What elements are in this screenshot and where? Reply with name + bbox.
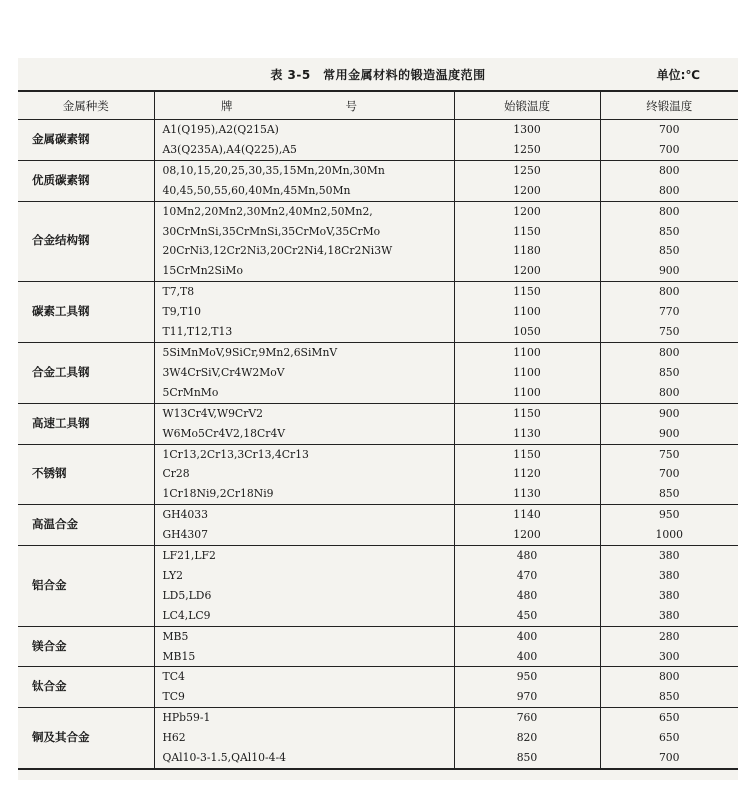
table-unit: 单位:℃ [656,68,700,82]
grade-cell: GH4307 [162,528,209,542]
grade-cell: LC4,LC9 [162,608,211,622]
table-title: 表 3-5 常用金属材料的锻造温度范围 [270,68,486,82]
grade-cell: 1Cr13,2Cr13,3Cr13,4Cr13 [154,444,454,464]
start-temp-cell: 400 [454,647,600,667]
end-temp-cell: 850 [600,484,738,504]
grade-cell: T11,T12,T13 [162,325,233,339]
start-temp-cell: 1100 [454,342,600,362]
end-temp-cell: 650 [600,728,738,748]
metal-category: 金属碳素钢 [18,120,154,161]
start-temp-cell: 1050 [454,322,600,342]
end-temp-cell: 280 [600,626,738,646]
end-temp-cell: 850 [600,687,738,707]
start-temp-cell: 1100 [454,383,600,403]
header-category: 金属种类 [18,91,154,120]
grade-cell: QAl10-3-1.5,QAl10-4-4 [154,748,454,769]
start-temp-cell: 1150 [454,444,600,464]
start-temp-cell: 1250 [454,160,600,180]
start-temp-cell: 1250 [454,140,600,160]
table-row [18,201,738,221]
table-caption [18,64,738,86]
grade-cell: A1(Q195),A2(Q215A) [154,120,454,140]
start-temp-cell: 1180 [454,241,600,261]
table-row [18,444,738,464]
header-grade: 牌 号 [154,91,454,120]
table-row [18,546,738,566]
start-temp-cell: 1120 [454,464,600,484]
end-temp-cell: 800 [600,201,738,221]
grade-cell: HPb59-1 [154,708,454,728]
grade-cell: MB5 [154,626,454,646]
end-temp-cell: 700 [600,748,738,769]
grade-cell: LD5,LD6 [162,588,212,602]
grade-cell: LF21,LF2 [154,546,454,566]
end-temp-cell: 900 [600,424,738,444]
metal-category: 高温合金 [18,505,154,546]
metal-category: 优质碳素钢 [18,160,154,201]
grade-cell: 40,45,50,55,60,40Mn,45Mn,50Mn [162,183,351,197]
start-temp-cell: 480 [454,586,600,606]
end-temp-cell: 700 [600,464,738,484]
grade-cell: 15CrMn2SiMo [162,264,243,278]
grade-cell: Cr28 [162,467,190,481]
grade-cell: GH4033 [154,505,454,525]
end-temp-cell: 380 [600,566,738,586]
start-temp-cell: 1200 [454,201,600,221]
grade-cell: H62 [162,731,186,745]
start-temp-cell: 1100 [454,363,600,383]
start-temp-cell: 820 [454,728,600,748]
metal-category: 合金结构钢 [18,201,154,282]
grade-cell: 5CrMnMo [162,385,219,399]
start-temp-cell: 850 [454,748,600,769]
end-temp-cell: 750 [600,444,738,464]
grade-cell: W6Mo5Cr4V2,18Cr4V [162,426,286,440]
metal-category: 铜及其合金 [18,708,154,769]
grade-cell: TC4 [154,667,454,687]
table-row [18,626,738,646]
start-temp-cell: 970 [454,687,600,707]
grade-cell: LY2 [162,568,183,582]
table-row [18,160,738,180]
end-temp-cell: 380 [600,586,738,606]
start-temp-cell: 480 [454,546,600,566]
start-temp-cell: 400 [454,626,600,646]
end-temp-cell: 650 [600,708,738,728]
table-row [18,708,738,728]
end-temp-cell: 700 [600,140,738,160]
end-temp-cell: 850 [600,241,738,261]
start-temp-cell: 1150 [454,403,600,423]
end-temp-cell: 800 [600,383,738,403]
metal-category: 镁合金 [18,626,154,667]
start-temp-cell: 1140 [454,505,600,525]
grade-cell: 10Mn2,20Mn2,30Mn2,40Mn2,50Mn2, [154,201,454,221]
metal-category: 钛合金 [18,667,154,708]
end-temp-cell: 750 [600,322,738,342]
grade-cell: 08,10,15,20,25,30,35,15Mn,20Mn,30Mn [154,160,454,180]
grade-cell: T7,T8 [154,282,454,302]
grade-cell: 30CrMnSi,35CrMnSi,35CrMoV,35CrMo [162,224,381,238]
start-temp-cell: 950 [454,667,600,687]
start-temp-cell: 1130 [454,484,600,504]
end-temp-cell: 900 [600,403,738,423]
start-temp-cell: 1100 [454,302,600,322]
grade-cell: 3W4CrSiV,Cr4W2MoV [162,365,285,379]
table-row [18,403,738,423]
end-temp-cell: 800 [600,282,738,302]
start-temp-cell: 1130 [454,424,600,444]
end-temp-cell: 850 [600,222,738,242]
table-body [18,120,738,770]
grade-cell: 1Cr18Ni9,2Cr18Ni9 [162,487,274,501]
table-row [18,667,738,687]
grade-cell: 20CrNi3,12Cr2Ni3,20Cr2Ni4,18Cr2Ni3W [162,244,393,258]
end-temp-cell: 800 [600,342,738,362]
table-header-row [18,91,738,120]
end-temp-cell: 380 [600,546,738,566]
start-temp-cell: 470 [454,566,600,586]
metal-category: 合金工具钢 [18,342,154,403]
grade-cell: 5SiMnMoV,9SiCr,9Mn2,6SiMnV [154,342,454,362]
end-temp-cell: 850 [600,363,738,383]
grade-cell: TC9 [162,690,185,704]
table-row [18,505,738,525]
end-temp-cell: 800 [600,160,738,180]
table-row [18,282,738,302]
table-row [18,120,738,140]
start-temp-cell: 450 [454,606,600,626]
start-temp-cell: 1200 [454,181,600,201]
start-temp-cell: 1200 [454,525,600,545]
header-end-temp: 终锻温度 [600,91,738,120]
start-temp-cell: 1150 [454,282,600,302]
metal-category: 不锈钢 [18,444,154,505]
end-temp-cell: 1000 [600,525,738,545]
grade-cell: A3(Q235A),A4(Q225),A5 [162,142,297,156]
metal-category: 铝合金 [18,546,154,627]
end-temp-cell: 800 [600,667,738,687]
start-temp-cell: 760 [454,708,600,728]
end-temp-cell: 300 [600,647,738,667]
start-temp-cell: 1150 [454,222,600,242]
end-temp-cell: 900 [600,261,738,281]
forging-temperature-table [18,90,738,770]
start-temp-cell: 1200 [454,261,600,281]
end-temp-cell: 950 [600,505,738,525]
grade-cell: MB15 [162,649,196,663]
metal-category: 碳素工具钢 [18,282,154,343]
end-temp-cell: 700 [600,120,738,140]
metal-category: 高速工具钢 [18,403,154,444]
grade-cell: T9,T10 [162,305,201,319]
end-temp-cell: 800 [600,181,738,201]
end-temp-cell: 380 [600,606,738,626]
grade-cell: W13Cr4V,W9CrV2 [154,403,454,423]
table-row [18,342,738,362]
header-start-temp: 始锻温度 [454,91,600,120]
start-temp-cell: 1300 [454,120,600,140]
end-temp-cell: 770 [600,302,738,322]
